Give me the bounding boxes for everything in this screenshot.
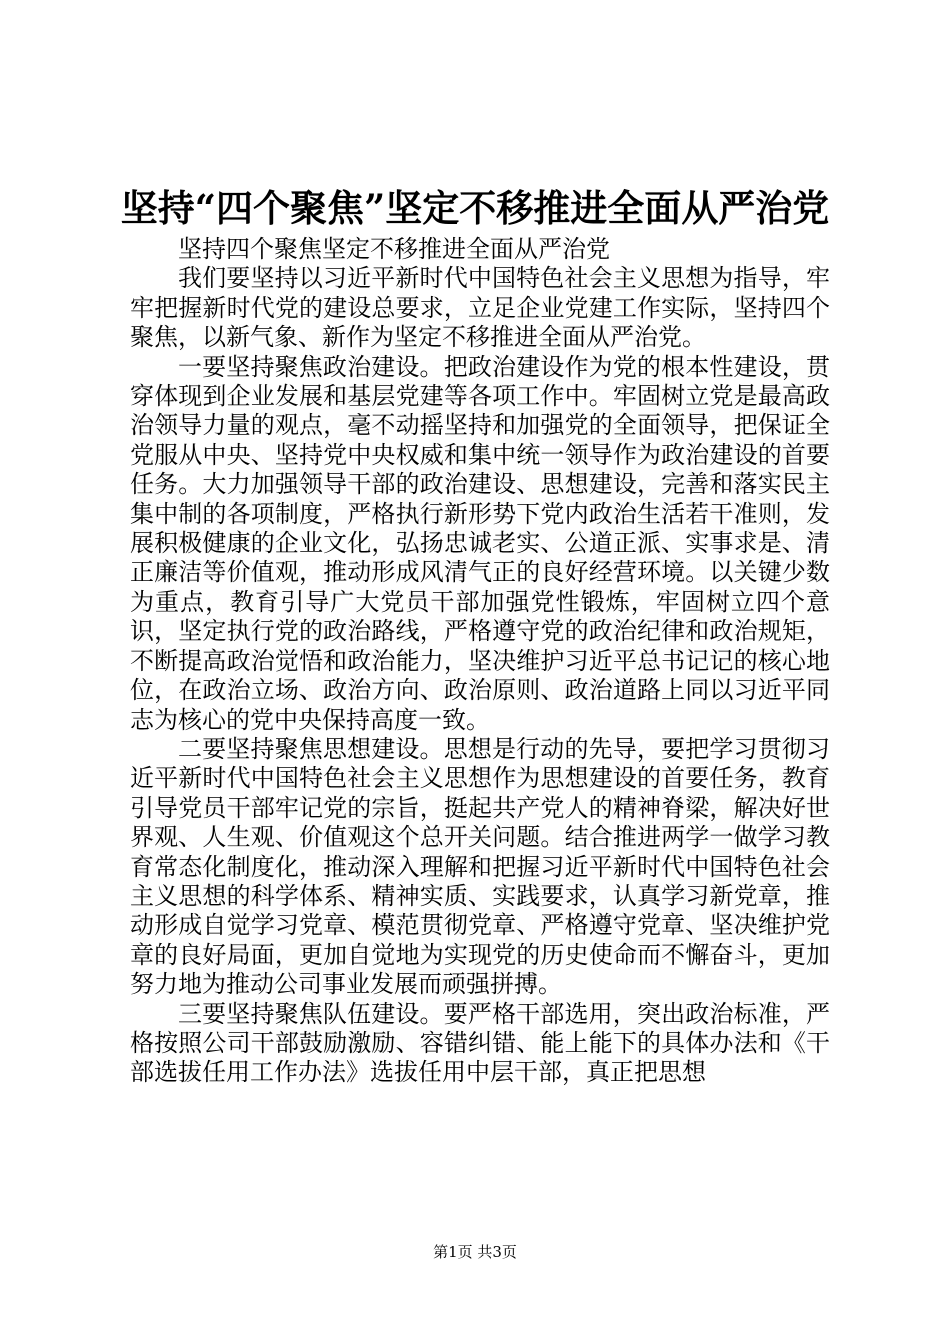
paragraph-subtitle: 坚持四个聚焦坚定不移推进全面从严治党 (178, 235, 610, 263)
document-body (130, 235, 830, 1088)
paragraph-intro: 我们要坚持以习近平新时代中国特色社会主义思想为指导，牢牢把握新时代党的建设总要求，立足企业党建工作实际，坚持四个聚焦，以新气象、新作为坚定不移推进全面从严治党。 (130, 264, 830, 352)
page-number-footer: 第1页 共3页 (433, 1243, 517, 1261)
paragraph-team-construction: 三要坚持聚焦队伍建设。要严格干部选用，突出政治标准，严格按照公司干部鼓励激励、容错纠错、能上能下的具体办法和《干部选拔任用工作办法》选拔任用中层干部，真正把思想 (130, 999, 830, 1087)
paragraph-political-construction: 一要坚持聚焦政治建设。把政治建设作为党的根本性建设，贯穿体现到企业发展和基层党建等各项工作中。牢固树立党是最高政治领导力量的观点，毫不动摇坚持和加强党的全面领导，把保证全党服从中央、坚持党中央权威和集中统一领导作为政治建设的首要任务。大力加强领导干部的政治建设、思想建设，完善和落实民主集中制的各项制度，严格执行新形势下党内政治生活若干准则，发展积极健康的企业文化，弘扬忠诚老实、公道正派、实事求是、清正廉洁等价值观，推动形成风清气正的良好经营环境。以关键少数为重点，教育引导广大党员干部加强党性锻炼，牢固树立四个意识，坚定执行党的政治路线，严格遵守党的政治纪律和政治规矩，不断提高政治觉悟和政治能力，坚决维护习近平总书记记的核心地位，在政治立场、政治方向、政治原则、政治道路上同以习近平同志为核心的党中央保持高度一致。 (130, 352, 830, 734)
document-title: 坚持“四个聚焦”坚定不移推进全面从严治党 (120, 186, 830, 230)
paragraph-ideological-construction: 二要坚持聚焦思想建设。思想是行动的先导，要把学习贯彻习近平新时代中国特色社会主义思想作为思想建设的首要任务，教育引导党员干部牢记党的宗旨，挺起共产党人的精神脊梁，解决好世界观、人生观、价值观这个总开关问题。结合推进两学一做学习教育常态化制度化，推动深入理解和把握习近平新时代中国特色社会主义思想的科学体系、精神实质、实践要求，认真学习新党章，推动形成自觉学习党章、模范贯彻党章、严格遵守党章、坚决维护党章的良好局面，更加自觉地为实现党的历史使命而不懈奋斗，更加努力地为推动公司事业发展而顽强拼搏。 (130, 734, 830, 999)
